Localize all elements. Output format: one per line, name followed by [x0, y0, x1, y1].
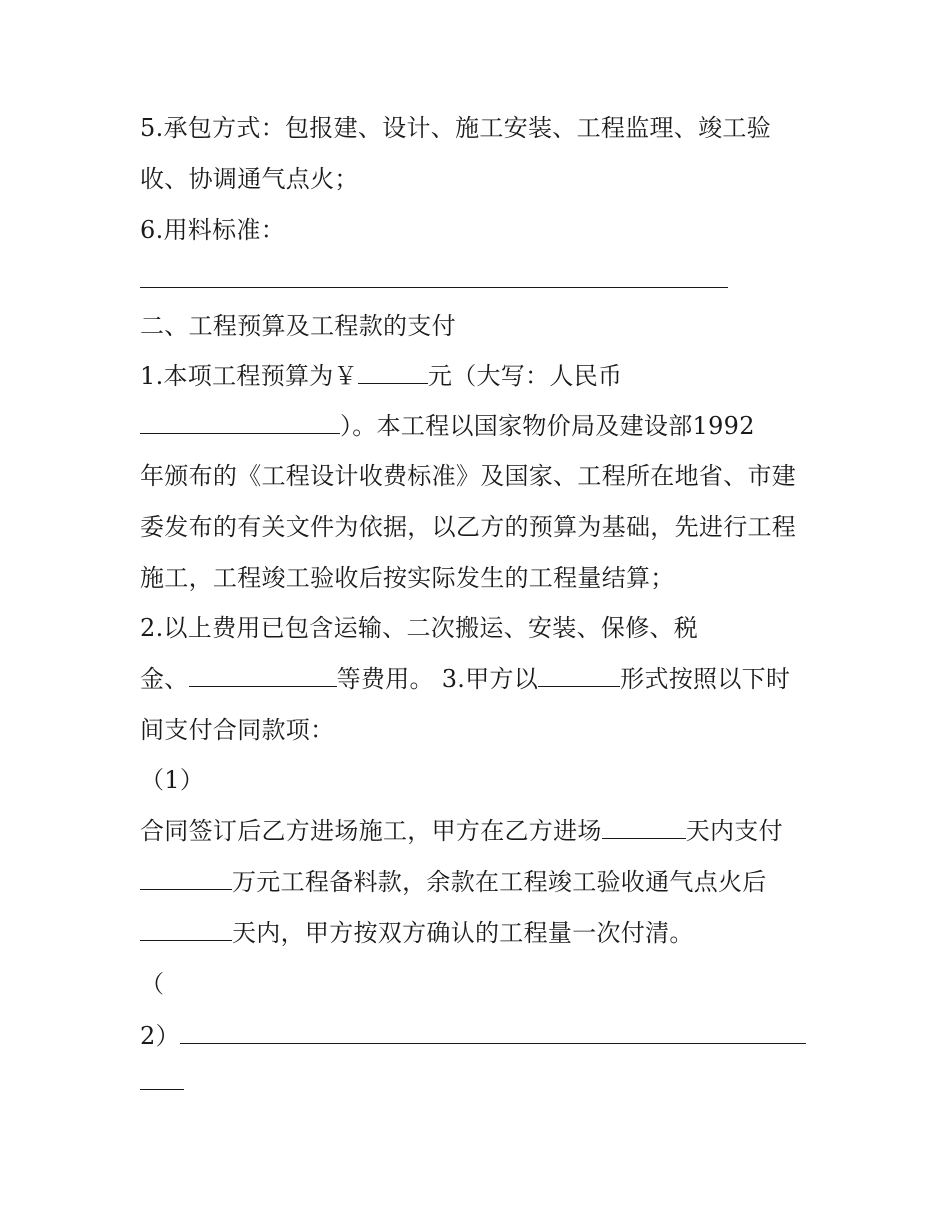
- text-line-fee-standard: [140, 461, 796, 491]
- text-settlement: 施工，工程竣工验收后按实际发生的工程量结算；: [140, 564, 675, 592]
- fill-blank-material-standard: [140, 265, 728, 288]
- fill-blank-advance-days: [602, 816, 686, 839]
- text-advance-payment: 合同签订后乙方进场施工，甲方在乙方进场: [140, 817, 602, 845]
- text-material-standard: 6.用料标准：: [140, 216, 285, 244]
- text-item-2-open: （: [140, 970, 165, 998]
- fill-blank-payment-form: [538, 664, 620, 687]
- text-line-budget-foundation: [140, 512, 796, 542]
- text-payment-items: 间支付合同款项：: [140, 716, 335, 744]
- text-contract-method-cont: 收、协调通气点火；: [140, 165, 359, 193]
- text-line-budget-amount: [140, 361, 622, 391]
- text-payment-schedule: 形式按照以下时: [620, 665, 791, 693]
- fill-blank-final-days: [140, 918, 232, 941]
- text-line-fee-includes: [140, 613, 698, 643]
- text-fees-payment: 等费用。 3.甲方以: [336, 665, 539, 693]
- text-budget-capital: 元（大写：人民币: [427, 362, 623, 390]
- text-contract-method: 5.承包方式：包报建、设计、施工安装、工程监理、竣工验: [140, 114, 771, 142]
- section-heading-budget: [140, 311, 456, 341]
- text-item-2-label: 2）: [140, 1022, 180, 1050]
- text-line-payment-items: [140, 715, 334, 745]
- text-budget-basis: ）。本工程以国家物价局及建设部1992: [340, 412, 755, 440]
- text-line-final-payment: [140, 918, 694, 948]
- text-line-item-1: [140, 765, 204, 795]
- fill-blank-item-2-cont: [140, 1067, 184, 1090]
- text-line-advance-payment: [140, 816, 783, 846]
- text-line-item-2-open: [140, 969, 164, 999]
- text-item-1-label: （1）: [140, 766, 205, 794]
- text-line-material-payment: [140, 867, 767, 897]
- fill-blank-other-fees: [189, 664, 337, 687]
- text-budget-foundation: 委发布的有关文件为依据，以乙方的预算为基础，先进行工程: [140, 513, 797, 541]
- fill-blank-rmb-capital: [140, 411, 340, 434]
- text-line-item-2-cont: [140, 1067, 184, 1097]
- fill-blank-budget-amount: [358, 361, 428, 384]
- text-days-pay: 天内支付: [685, 817, 783, 845]
- blank-line-material-standard: [140, 265, 728, 295]
- text-final-payment: 天内，甲方按双方确认的工程量一次付清。: [232, 919, 694, 947]
- text-tax: 金、: [140, 665, 189, 693]
- text-line-settlement: [140, 563, 675, 593]
- text-line-contract-method-cont: [140, 164, 359, 194]
- text-line-fee-payment-form: [140, 664, 790, 694]
- text-line-contract-method: [140, 113, 771, 143]
- fill-blank-item-2: [180, 1021, 806, 1044]
- text-line-budget-basis: [140, 411, 755, 441]
- text-budget-prefix: 1.本项工程预算为￥: [140, 362, 358, 390]
- text-material-payment: 万元工程备料款，余款在工程竣工验收通气点火后: [232, 868, 767, 896]
- text-line-item-2: [140, 1021, 806, 1051]
- text-fee-includes: 2.以上费用已包含运输、二次搬运、安装、保修、税: [140, 614, 699, 642]
- text-line-material-standard: [140, 215, 285, 245]
- fill-blank-material-amount: [140, 867, 232, 890]
- text-fee-standard: 年颁布的《工程设计收费标准》及国家、工程所在地省、市建: [140, 462, 797, 490]
- heading-budget-payment: 二、工程预算及工程款的支付: [140, 312, 456, 340]
